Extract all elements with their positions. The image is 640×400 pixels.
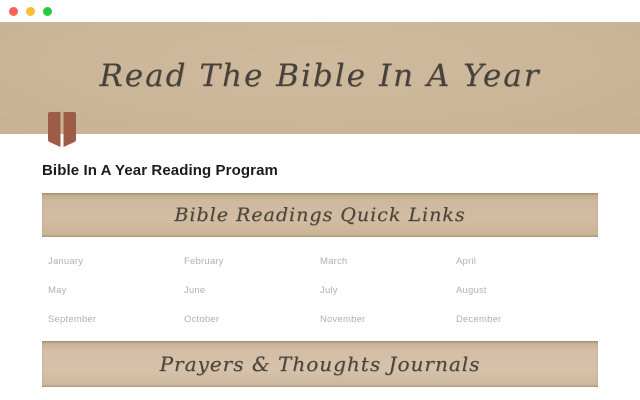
month-link-august[interactable]: August [456, 285, 487, 296]
month-link-september[interactable]: September [48, 314, 97, 325]
month-link-october[interactable]: October [184, 314, 220, 325]
journals-banner-text: Prayers & Thoughts Journals [159, 352, 481, 376]
month-link-july[interactable]: July [320, 285, 338, 296]
month-link-march[interactable]: March [320, 256, 348, 267]
journals-banner-image [42, 341, 598, 387]
quick-links-banner-image [42, 193, 598, 237]
month-link-april[interactable]: April [456, 256, 477, 267]
page-title[interactable]: Bible In A Year Reading Program [42, 162, 278, 179]
zoom-window-button[interactable] [43, 7, 52, 16]
month-link-december[interactable]: December [456, 314, 502, 325]
close-window-button[interactable] [9, 7, 18, 16]
page-body [42, 134, 598, 387]
minimize-window-button[interactable] [26, 7, 35, 16]
month-link-january[interactable]: January [48, 256, 84, 267]
window-titlebar [0, 0, 640, 22]
month-link-june[interactable]: June [184, 285, 206, 296]
month-links-grid [42, 237, 598, 334]
month-link-february[interactable]: February [184, 256, 224, 267]
page-cover-image [0, 22, 640, 134]
quick-links-banner-text: Bible Readings Quick Links [174, 204, 466, 226]
month-link-november[interactable]: November [320, 314, 366, 325]
cover-title-text: Read The Bible In A Year [99, 58, 541, 94]
month-link-may[interactable]: May [48, 285, 67, 296]
